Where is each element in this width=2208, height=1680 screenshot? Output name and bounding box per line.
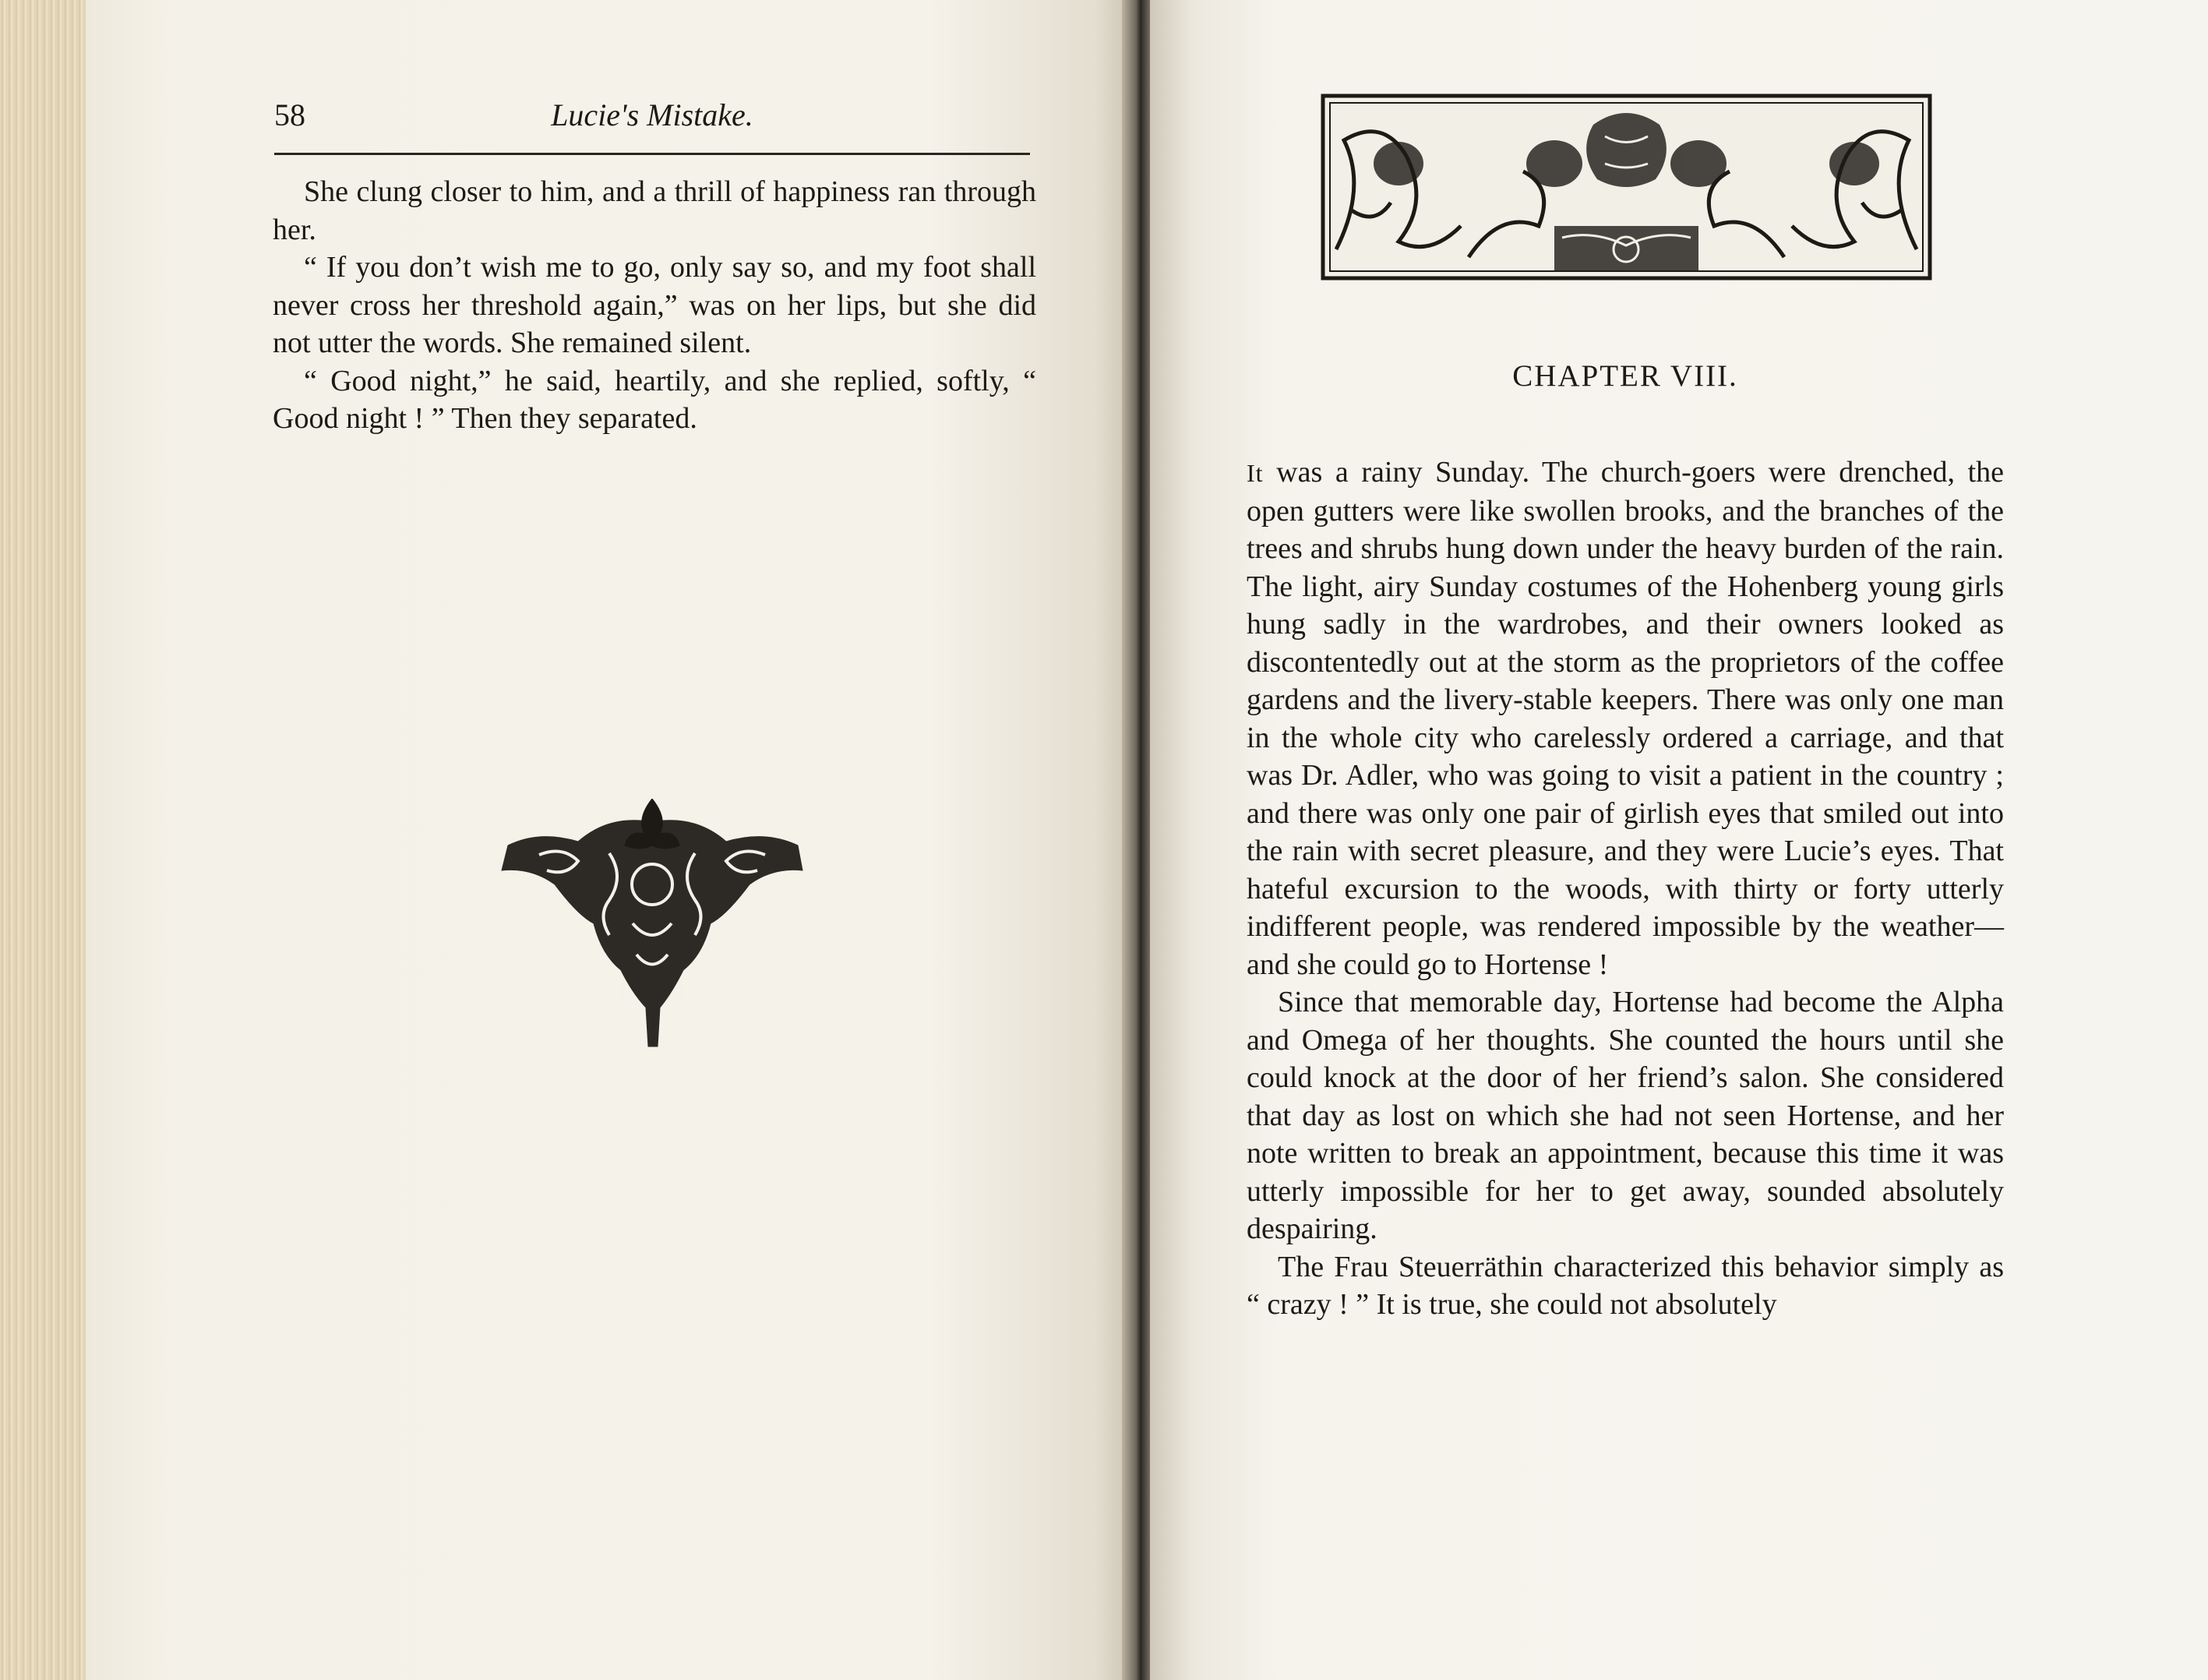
page-number: 58: [274, 97, 305, 132]
paragraph: [1247, 454, 2004, 983]
running-head: [274, 87, 1030, 155]
paragraph: Since that memorable day, Hortense had become the Alpha and Omega of her thoughts. She counted the hours until she could knock at the door of her friend’s salon. She considered that day as lost on which she had not seen Hortense, and her note written to break an appointment, because this time it was utterly impossible for her to get away, sounded absolutely despairing.: [1247, 986, 2004, 1245]
small-caps-opening: It: [1247, 459, 1264, 487]
book-gutter: [1122, 0, 1153, 1680]
chapter-heading: CHAPTER VIII.: [1512, 359, 1738, 393]
paragraph: “ Good night,” he said, heartily, and she replied, softly, “ Good night ! ” Then they separated.: [273, 364, 1036, 435]
right-page-text: [1247, 454, 2004, 1324]
paragraph-text: was a rainy Sunday. The church-goers were drenched, the open gutters were like swollen brooks, and the branches of the trees and shrubs hung down under the heavy burden of the rain. The light, airy Sunday costumes of the Hohenberg young girls hung sadly in the wardrobes, and their owners looked as discontentedly out at the storm as the proprietors of the coffee gardens and the livery-stable keepers. There was only one man in the whole city who carelessly ordered a carriage, and that was Dr. Adler, who was going to visit a patient in the country ; and there was only one pair of girlish eyes that smiled out into the rain with secret pleasure, and they were Lucie’s eyes. That hateful excursion to the woods, with thirty or forty utterly indifferent people, was rendered impossible by the weather—and she could go to Hortense !: [1247, 456, 2004, 981]
paragraph: The Frau Steuerräthin characterized this behavior simply as “ crazy ! ” It is true, she could not absolutely: [1247, 1250, 2004, 1321]
running-title: Lucie's Mistake.: [551, 97, 753, 132]
paragraph: “ If you don’t wish me to go, only say so, and my foot shall never cross her threshold again,” was on her lips, but she did not utter the words. She remained silent.: [273, 251, 1036, 359]
acanthus-tailpiece-ornament: [492, 799, 812, 1056]
paragraph: She clung closer to him, and a thrill of happiness ran through her.: [273, 175, 1036, 246]
left-page-text: [273, 173, 1036, 438]
cherub-headpiece-ornament: [1321, 94, 1932, 281]
